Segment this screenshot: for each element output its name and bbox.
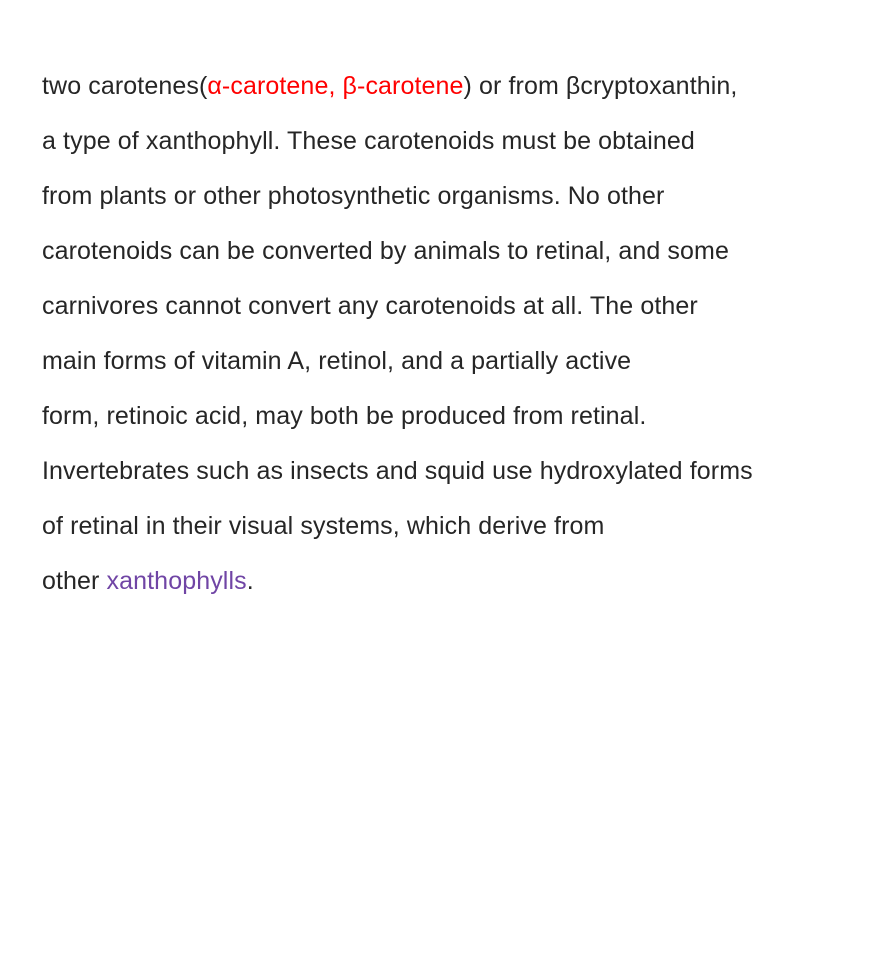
text-line — [42, 334, 852, 389]
text-run: two carotenes( — [42, 72, 208, 100]
xanthophylls-link[interactable]: xanthophylls — [106, 567, 247, 595]
text-line — [42, 499, 852, 554]
text-line — [42, 114, 852, 169]
carotene-highlight: α-carotene, β-carotene — [207, 72, 464, 100]
text-line — [42, 224, 852, 279]
text-run: carnivores cannot convert any carotenoids at all. The other — [42, 292, 698, 320]
text-run: . — [246, 567, 254, 595]
text-run: main forms of vitamin A, retinol, and a partially active — [42, 347, 632, 375]
text-line — [42, 279, 852, 334]
text-run: of retinal in their visual systems, which derive from — [42, 512, 605, 540]
text-run: ) or from βcryptoxanthin, — [463, 72, 738, 100]
text-line — [42, 389, 852, 444]
paragraph — [42, 59, 852, 609]
text-line — [42, 554, 852, 609]
text-run: from plants or other photosynthetic organisms. No other — [42, 182, 665, 210]
text-run: a type of xanthophyll. These carotenoids must be obtained — [42, 127, 695, 155]
text-line — [42, 59, 852, 114]
text-line — [42, 169, 852, 224]
text-run: other — [42, 567, 107, 595]
text-run: Invertebrates such as insects and squid use hydroxylated forms — [42, 457, 753, 485]
text-run: carotenoids can be converted by animals to retinal, and some — [42, 237, 729, 265]
text-run: form, retinoic acid, may both be produced from retinal. — [42, 402, 647, 430]
text-line — [42, 444, 852, 499]
